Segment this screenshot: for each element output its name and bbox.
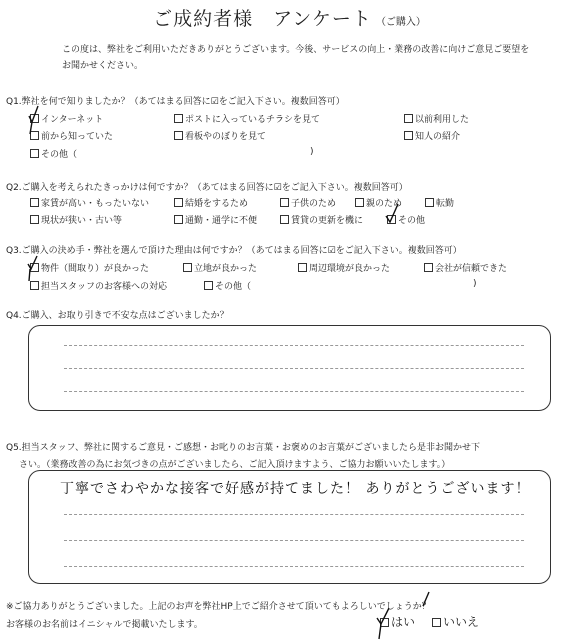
q3-option-trust[interactable]: 会社が信頼できた [424,261,507,274]
checkbox-icon [30,198,39,207]
checkbox-icon [183,263,192,272]
checkmark-icon [374,606,392,640]
q2-option-other[interactable]: その他 [387,213,425,226]
footer-yes-option[interactable]: はい [380,613,415,630]
q5-question-line2: さい。（業務改善の為にお気づきの点がございましたら、ご記入頂けますよう、ご協力お願いいたします。） [19,460,451,470]
checkbox-icon [432,618,441,627]
checkbox-icon [204,281,213,290]
q2-option-small-old[interactable]: 現状が狭い・古い等 [30,213,122,226]
q4-rule-1 [64,345,524,346]
checkbox-icon [298,263,307,272]
intro-text: この度は、弊社をご利用いただきありがとうございます。今後、サービスの向上・業務の改善に向けご意見ご要望をお聞かせください。 [62,45,530,71]
q3-question: Q3.ご購入の決め手・弊社を選んで頂けた理由は何ですか？（あてはまる回答に☑をご記入下さい。複数回答可） [6,246,462,256]
q5-rule-3 [64,566,524,567]
title-text: ご成約者様 アンケート [153,8,372,30]
q1-option-internet[interactable]: インターネット [30,112,103,125]
checkbox-icon [424,263,433,272]
q3-option-other[interactable]: その他（ [204,279,251,292]
q5-answer-text: 丁寧でさわやかな接客で好感が持てました！ ありがとうございます！ [60,481,531,497]
q5-rule-2 [64,540,524,541]
checkbox-icon [174,215,183,224]
checkbox-icon [30,149,39,158]
q4-question: Q4.ご購入、お取り引きで不安な点はございましたか？ [6,311,229,321]
q4-rule-2 [64,368,524,369]
q1-option-known[interactable]: 前から知っていた [30,129,113,142]
checkbox-icon [355,198,364,207]
q2-option-parents[interactable]: 親のため [355,196,402,209]
checkmark-icon [26,104,42,136]
q2-option-rent[interactable]: 家賃が高い・もったいない [30,196,149,209]
checkmark-icon [383,202,401,228]
footer-consent-question: ※ご協力ありがとうございました。上記のお声を弊社HP上でご紹介させて頂いてもよろしいでしょうか？ [6,602,431,612]
checkbox-icon [404,114,413,123]
footer-no-option[interactable]: いいえ [432,613,479,630]
q5-rule-1 [64,514,524,515]
q1-option-used-before[interactable]: 以前利用した [404,112,469,125]
q2-option-commute[interactable]: 通勤・通学に不便 [174,213,257,226]
q3-option-location[interactable]: 立地が良かった [183,261,257,274]
title-subtitle: （ご購入） [375,17,426,28]
q5-question-line1: Q5.担当スタッフ、弊社に関するご意見・ご感想・お叱りのお言葉・お褒めのお言葉がございましたら是非お聞かせ下 [6,443,480,453]
q2-option-marriage[interactable]: 結婚をするため [174,196,248,209]
checkmark-icon [24,253,40,283]
q1-other-close: ) [310,147,314,157]
q3-other-close: ) [473,279,477,289]
q1-option-flyer[interactable]: ポストに入っているチラシを見て [174,112,320,125]
q3-option-environment[interactable]: 周辺環境が良かった [298,261,390,274]
q3-option-property[interactable]: 物件（間取り）が良かった [30,261,149,274]
q1-option-signboard[interactable]: 看板やのぼりを見て [174,129,266,142]
checkbox-icon [280,215,289,224]
checkbox-icon [174,131,183,140]
q2-option-lease-renewal[interactable]: 賃貸の更新を機に [280,213,363,226]
pen-stroke-icon [420,590,432,608]
checkbox-icon [425,198,434,207]
q2-option-children[interactable]: 子供のため [280,196,336,209]
q1-option-other[interactable]: その他（ [30,147,77,160]
q3-option-staff[interactable]: 担当スタッフのお客様への対応 [30,279,167,292]
q2-question: Q2.ご購入を考えられたきっかけは何ですか？（あてはまる回答に☑をご記入下さい。複数回答可） [6,183,408,193]
checkbox-icon [280,198,289,207]
checkbox-icon [174,198,183,207]
checkbox-icon [30,215,39,224]
q2-option-transfer[interactable]: 転勤 [425,196,454,209]
q4-rule-3 [64,391,524,392]
checkbox-icon [404,131,413,140]
checkbox-icon [174,114,183,123]
footer-initials-note: お客様のお名前はイニシャルで掲載いたします。 [6,620,203,630]
page-title [0,4,579,31]
q1-option-referral[interactable]: 知人の紹介 [404,129,460,142]
q1-question: Q1.弊社を何で知りましたか？（あてはまる回答に☑をご記入下さい。複数回答可） [6,97,345,107]
